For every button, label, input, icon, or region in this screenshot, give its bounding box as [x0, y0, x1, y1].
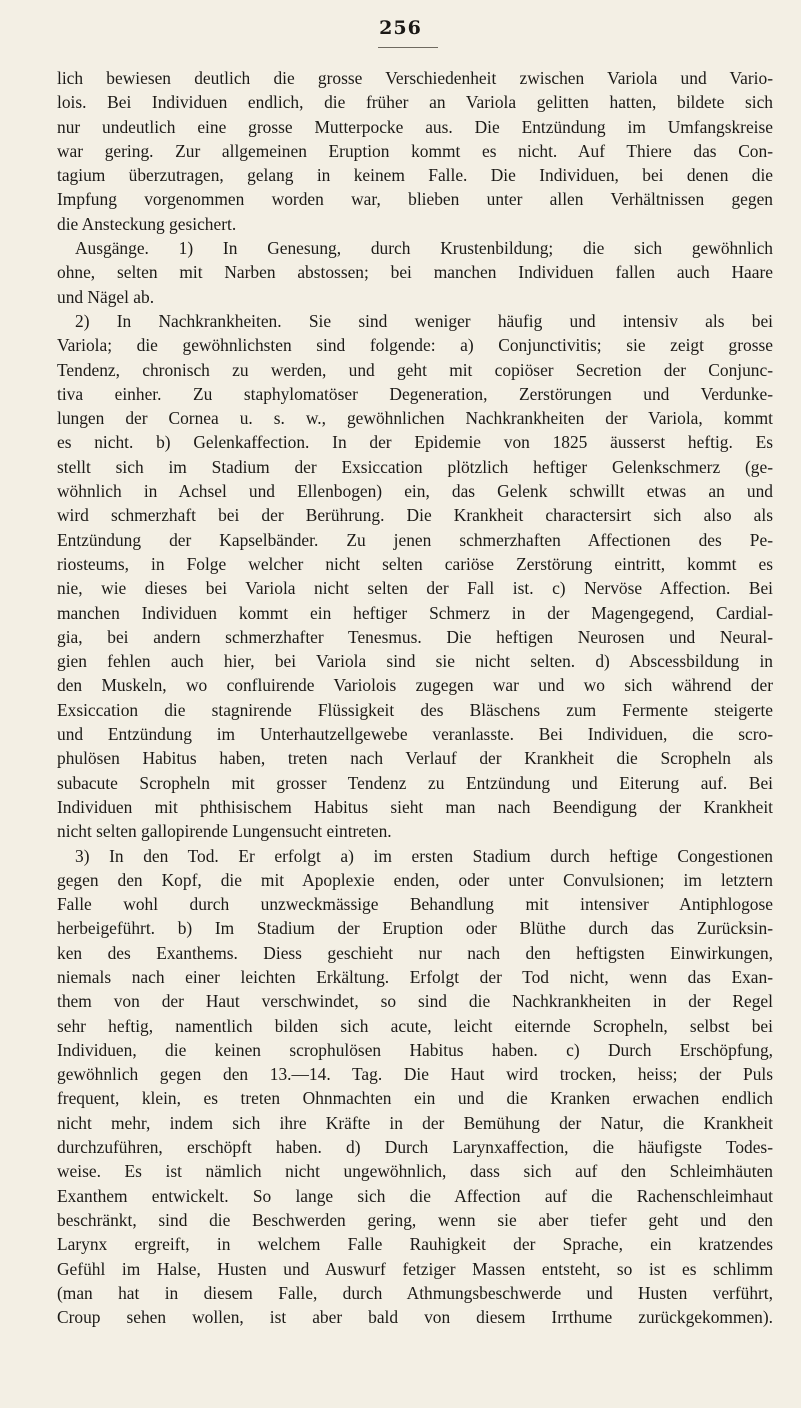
text-line: Variola; die gewöhnlichsten sind folgende: a) Conjunctivitis; sie zeigt grosse — [57, 335, 773, 356]
text-line: phulösen Habitus haben, treten nach Verlauf der Krankheit die Scropheln als — [57, 748, 773, 769]
text-line: Individuen, die keinen scrophulösen Habitus haben. c) Durch Erschöpfung, — [57, 1039, 773, 1060]
text-line: subacute Scropheln mit grosser Tendenz zu Entzündung und Eiterung auf. Bei — [57, 772, 773, 793]
text-line: wird schmerzhaft bei der Berührung. Die Krankheit charactersirt sich also als — [57, 505, 773, 526]
text-line: durchzuführen, erschöpft haben. d) Durch Larynxaffection, die häufigste Todes- — [57, 1137, 773, 1158]
text-line: und Nägel ab. — [57, 286, 155, 307]
page-number: 256 — [379, 17, 422, 39]
text-line: sehr heftig, namentlich bilden sich acute, leicht eiternde Scropheln, selbst bei — [57, 1015, 773, 1036]
text-line: gewöhnlich gegen den 13.—14. Tag. Die Haut wird trocken, heiss; der Puls — [57, 1064, 773, 1085]
text-line: niemals nach einer leichten Erkältung. Erfolgt der Tod nicht, wenn das Exan- — [57, 966, 773, 987]
text-line: frequent, klein, es treten Ohnmachten ein und die Kranken erwachen endlich — [57, 1088, 773, 1109]
text-line: Entzündung der Kapselbänder. Zu jenen schmerzhaften Affectionen des Pe- — [57, 529, 773, 550]
text-line: Falle wohl durch unzweckmässige Behandlung mit intensiver Antiphlogose — [57, 894, 773, 915]
text-line: lois. Bei Individuen endlich, die früher an Variola gelitten hatten, bildete sich — [57, 92, 773, 113]
text-line: Tendenz, chronisch zu werden, und geht mit copiöser Secretion der Conjunc- — [57, 359, 773, 380]
text-line: war gering. Zur allgemeinen Eruption kommt es nicht. Auf Thiere das Con- — [57, 140, 773, 161]
text-line: nie, wie dieses bei Variola nicht selten der Fall ist. c) Nervöse Affection. Bei — [57, 578, 773, 599]
text-line: nicht selten gallopirende Lungensucht eintreten. — [57, 821, 392, 842]
text-line: den Muskeln, wo confluirende Variolois zugegen war und wo sich während der — [57, 675, 773, 696]
text-line: stellt sich im Stadium der Exsiccation plötzlich heftiger Gelenkschmerz (ge- — [57, 456, 773, 477]
text-line: 3) In den Tod. Er erfolgt a) im ersten Stadium durch heftige Congestionen — [75, 845, 773, 866]
text-line: und Entzündung im Unterhautzellgewebe veranlasste. Bei Individuen, die scro- — [57, 724, 773, 745]
text-line: beschränkt, sind die Beschwerden gering, wenn sie aber tiefer geht und den — [57, 1209, 773, 1230]
text-line: wöhnlich in Achsel und Ellenbogen) ein, das Gelenk schwillt etwas an und — [57, 481, 773, 502]
body-text — [57, 66, 773, 1329]
text-line: Exanthem entwickelt. So lange sich die Affection auf die Rachenschleimhaut — [57, 1185, 773, 1206]
text-line: manchen Individuen kommt ein heftiger Schmerz in der Magengegend, Cardial- — [57, 602, 773, 623]
text-line: gien fehlen auch hier, bei Variola sind sie nicht selten. d) Abscessbildung in — [57, 651, 773, 672]
text-line: gegen den Kopf, die mit Apoplexie enden, oder unter Convulsionen; im letztern — [57, 869, 773, 890]
text-line: es nicht. b) Gelenkaffection. In der Epidemie von 1825 äusserst heftig. Es — [57, 432, 773, 453]
text-line: Gefühl im Halse, Husten und Auswurf fetziger Massen entsteht, so ist es schlimm — [57, 1258, 773, 1279]
text-line: riosteums, in Folge welcher nicht selten cariöse Zerstörung eintritt, kommt es — [57, 553, 773, 574]
text-line: nur undeutlich eine grosse Mutterpocke aus. Die Entzündung im Umfangskreise — [57, 116, 773, 137]
text-line: (man hat in diesem Falle, durch Athmungsbeschwerde und Husten verführt, — [57, 1282, 773, 1303]
text-line: ohne, selten mit Narben abstossen; bei manchen Individuen fallen auch Haare — [57, 262, 773, 283]
text-line: 2) In Nachkrankheiten. Sie sind weniger häufig und intensiv als bei — [75, 310, 773, 331]
header-rule — [378, 47, 438, 48]
text-line: weise. Es ist nämlich nicht ungewöhnlich, dass sich auf den Schleimhäuten — [57, 1161, 773, 1182]
text-line: Ausgänge. 1) In Genesung, durch Krustenbildung; die sich gewöhnlich — [75, 238, 773, 259]
text-line: lich bewiesen deutlich die grosse Verschiedenheit zwischen Variola und Vario- — [57, 68, 773, 88]
text-line: Exsiccation die stagnirende Flüssigkeit des Bläschens zum Fermente steigerte — [57, 699, 773, 720]
text-line: ken des Exanthems. Diess geschieht nur nach den heftigsten Einwirkungen, — [57, 942, 773, 963]
text-line: Individuen mit phthisischem Habitus sieht man nach Beendigung der Krankheit — [57, 796, 773, 817]
text-line: nicht mehr, indem sich ihre Kräfte in der Bemühung der Natur, die Krankheit — [57, 1112, 773, 1133]
text-line: lungen der Cornea u. s. w., gewöhnlichen Nachkrankheiten der Variola, kommt — [57, 408, 773, 429]
text-line: die Ansteckung gesichert. — [57, 213, 237, 234]
text-line: tagium überzutragen, gelang in keinem Falle. Die Individuen, bei denen die — [57, 165, 773, 186]
text-line: Croup sehen wollen, ist aber bald von diesem Irrthume zurückgekommen). — [57, 1307, 773, 1328]
text-line: gia, bei andern schmerzhafter Tenesmus. Die heftigen Neurosen und Neural- — [57, 626, 773, 647]
text-line: herbeigeführt. b) Im Stadium der Eruption oder Blüthe durch das Zurücksin- — [57, 918, 773, 939]
text-line: Impfung vorgenommen worden war, blieben unter allen Verhältnissen gegen — [57, 189, 773, 210]
text-line: Larynx ergreift, in welchem Falle Rauhigkeit der Sprache, ein kratzendes — [57, 1234, 773, 1255]
text-line: them von der Haut verschwindet, so sind die Nachkrankheiten in der Regel — [57, 991, 773, 1012]
text-line: tiva einher. Zu staphylomatöser Degeneration, Zerstörungen und Verdunke- — [57, 383, 773, 404]
